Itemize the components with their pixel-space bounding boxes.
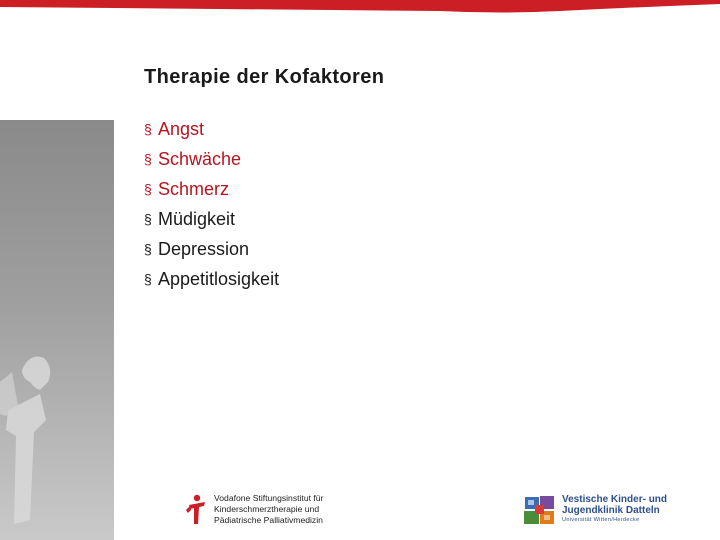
bullet-item xyxy=(144,206,279,236)
vodafone-institute-logo xyxy=(186,492,356,528)
institute-name-line: Vodafone Stiftungsinstitut für xyxy=(214,493,324,503)
bullet-marker: § xyxy=(144,181,152,197)
bullet-item xyxy=(144,116,279,146)
university-name: Universität Witten/Herdecke xyxy=(562,517,640,523)
slide-title: Therapie der Kofaktoren xyxy=(144,66,385,88)
figure-watermark-icon xyxy=(0,120,114,540)
bullet-marker: § xyxy=(144,211,152,227)
institute-name xyxy=(214,493,323,526)
left-decor-panel xyxy=(0,120,114,540)
bullet-text: Schmerz xyxy=(158,179,230,199)
bullet-text: Depression xyxy=(158,239,250,259)
bullet-item xyxy=(144,266,279,296)
klinik-name-line: Vestische Kinder- und xyxy=(562,494,668,505)
bullet-item xyxy=(144,176,279,206)
klinik-datteln-logo xyxy=(522,492,682,528)
bullet-item xyxy=(144,146,279,176)
bullet-text: Schwäche xyxy=(158,149,242,169)
puzzle-logo-icon xyxy=(522,494,558,526)
bullet-text: Angst xyxy=(158,119,205,139)
bullet-marker: § xyxy=(144,151,152,167)
bullet-marker: § xyxy=(144,121,152,137)
institute-name-line: Pädiatrische Palliativmedizin xyxy=(214,515,323,525)
bullet-text: Müdigkeit xyxy=(158,209,236,229)
bullet-text: Appetitlosigkeit xyxy=(158,269,280,289)
top-accent-bar xyxy=(0,0,720,14)
bullet-marker: § xyxy=(144,271,152,287)
institute-name-line: Kinderschmerztherapie und xyxy=(214,504,320,514)
klinik-name xyxy=(562,494,667,516)
bullet-list xyxy=(144,116,279,296)
bullet-item xyxy=(144,236,279,266)
running-figure-logo-icon xyxy=(186,494,208,526)
bullet-marker: § xyxy=(144,241,152,257)
klinik-name-line: Jugendklinik Datteln xyxy=(562,505,660,516)
